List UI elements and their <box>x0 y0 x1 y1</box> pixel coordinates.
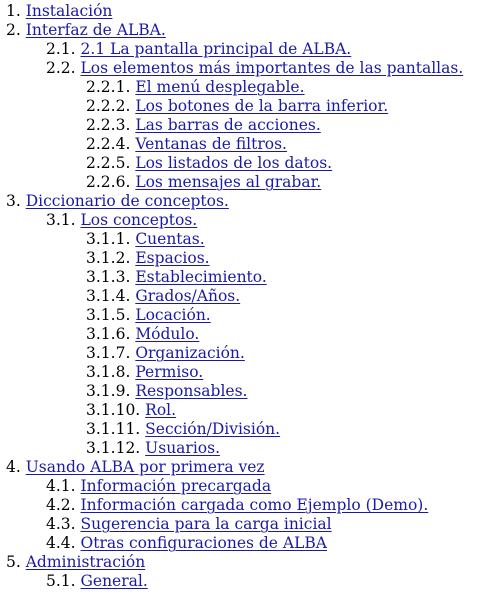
toc-entry-4-1 <box>6 477 489 496</box>
toc-entry-2-2-5 <box>6 154 489 173</box>
toc-entry-3-1-5 <box>6 306 489 325</box>
toc-link-menu-desplegable[interactable]: El menú desplegable. <box>135 78 305 96</box>
toc-entry-3-1-11 <box>6 420 489 439</box>
toc-number: 4.4. <box>46 534 76 552</box>
toc-entry-4-2 <box>6 496 489 515</box>
toc-entry-3-1-10 <box>6 401 489 420</box>
toc-link-rol[interactable]: Rol. <box>145 401 177 419</box>
toc-number: 4.1. <box>46 477 76 495</box>
toc-entry-2-2-1 <box>6 78 489 97</box>
toc-link-permiso[interactable]: Permiso. <box>135 363 204 381</box>
toc-number: 3.1.10. <box>86 401 141 419</box>
toc-entry-2-2-6 <box>6 173 489 192</box>
toc-link-instalacion[interactable]: Instalación <box>25 2 113 20</box>
toc-number: 2.2.4. <box>86 135 131 153</box>
table-of-contents <box>6 2 489 591</box>
toc-number: 2.2.1. <box>86 78 131 96</box>
toc-number: 3.1.11. <box>86 420 141 438</box>
toc-number: 2.2. <box>46 59 76 77</box>
toc-number: 3.1.5. <box>86 306 131 324</box>
toc-link-botones-barra[interactable]: Los botones de la barra inferior. <box>135 97 389 115</box>
toc-number: 2.2.6. <box>86 173 131 191</box>
toc-number: 3.1.12. <box>86 439 141 457</box>
toc-link-espacios[interactable]: Espacios. <box>135 249 210 267</box>
toc-number: 4.2. <box>46 496 76 514</box>
toc-link-grados-anos[interactable]: Grados/Años. <box>135 287 241 305</box>
toc-entry-4-3 <box>6 515 489 534</box>
toc-link-responsables[interactable]: Responsables. <box>135 382 248 400</box>
toc-number: 3.1.9. <box>86 382 131 400</box>
toc-number: 2.1. <box>46 40 76 58</box>
toc-number: 2.2.5. <box>86 154 131 172</box>
toc-entry-1 <box>6 2 489 21</box>
toc-entry-2-1 <box>6 40 489 59</box>
toc-link-seccion-division[interactable]: Sección/División. <box>145 420 281 438</box>
toc-number: 3.1.7. <box>86 344 131 362</box>
toc-entry-2-2-2 <box>6 97 489 116</box>
toc-entry-4 <box>6 458 489 477</box>
toc-link-usando-alba[interactable]: Usando ALBA por primera vez <box>25 458 265 476</box>
toc-number: 1. <box>6 2 21 20</box>
toc-link-locacion[interactable]: Locación. <box>135 306 211 324</box>
toc-link-elementos[interactable]: Los elementos más importantes de las pantallas. <box>80 59 464 77</box>
toc-entry-4-4 <box>6 534 489 553</box>
toc-link-informacion-demo[interactable]: Información cargada como Ejemplo (Demo). <box>80 496 429 514</box>
toc-link-sugerencia-carga[interactable]: Sugerencia para la carga inicial <box>80 515 332 533</box>
toc-entry-2-2-4 <box>6 135 489 154</box>
toc-link-establecimiento[interactable]: Establecimiento. <box>135 268 267 286</box>
toc-link-cuentas[interactable]: Cuentas. <box>135 230 205 248</box>
toc-entry-5-1 <box>6 572 489 591</box>
toc-link-barras-acciones[interactable]: Las barras de acciones. <box>135 116 321 134</box>
toc-link-organizacion[interactable]: Organización. <box>135 344 245 362</box>
toc-link-listados-datos[interactable]: Los listados de los datos. <box>135 154 333 172</box>
toc-number: 3.1. <box>46 211 76 229</box>
toc-number: 3.1.4. <box>86 287 131 305</box>
toc-link-ventanas-filtros[interactable]: Ventanas de filtros. <box>135 135 287 153</box>
toc-entry-3-1-6 <box>6 325 489 344</box>
toc-number: 2.2.3. <box>86 116 131 134</box>
toc-entry-2-2 <box>6 59 489 78</box>
toc-entry-3-1-8 <box>6 363 489 382</box>
toc-number: 3.1.8. <box>86 363 131 381</box>
toc-entry-3-1-1 <box>6 230 489 249</box>
toc-link-mensajes-grabar[interactable]: Los mensajes al grabar. <box>135 173 322 191</box>
toc-number: 4.3. <box>46 515 76 533</box>
toc-link-administracion[interactable]: Administración <box>25 553 146 571</box>
toc-entry-3-1-2 <box>6 249 489 268</box>
toc-link-usuarios[interactable]: Usuarios. <box>145 439 220 457</box>
toc-number: 2. <box>6 21 21 39</box>
toc-entry-3-1-9 <box>6 382 489 401</box>
toc-number: 3. <box>6 192 21 210</box>
toc-link-informacion-precargada[interactable]: Información precargada <box>80 477 272 495</box>
toc-link-modulo[interactable]: Módulo. <box>135 325 200 343</box>
toc-link-conceptos[interactable]: Los conceptos. <box>80 211 198 229</box>
toc-entry-3-1 <box>6 211 489 230</box>
toc-link-diccionario[interactable]: Diccionario de conceptos. <box>25 192 229 210</box>
toc-entry-3-1-4 <box>6 287 489 306</box>
toc-link-interfaz[interactable]: Interfaz de ALBA. <box>25 21 166 39</box>
toc-number: 4. <box>6 458 21 476</box>
toc-entry-2-2-3 <box>6 116 489 135</box>
toc-entry-2 <box>6 21 489 40</box>
toc-entry-3 <box>6 192 489 211</box>
toc-number: 5.1. <box>46 572 76 590</box>
toc-link-otras-configuraciones[interactable]: Otras configuraciones de ALBA <box>80 534 327 552</box>
toc-entry-3-1-7 <box>6 344 489 363</box>
toc-number: 3.1.6. <box>86 325 131 343</box>
toc-entry-3-1-12 <box>6 439 489 458</box>
toc-number: 3.1.2. <box>86 249 131 267</box>
toc-number: 3.1.1. <box>86 230 131 248</box>
toc-entry-3-1-3 <box>6 268 489 287</box>
toc-link-pantalla-principal[interactable]: 2.1 La pantalla principal de ALBA. <box>80 40 352 58</box>
toc-number: 2.2.2. <box>86 97 131 115</box>
toc-number: 3.1.3. <box>86 268 131 286</box>
toc-link-general[interactable]: General. <box>80 572 148 590</box>
toc-entry-5 <box>6 553 489 572</box>
toc-number: 5. <box>6 553 21 571</box>
